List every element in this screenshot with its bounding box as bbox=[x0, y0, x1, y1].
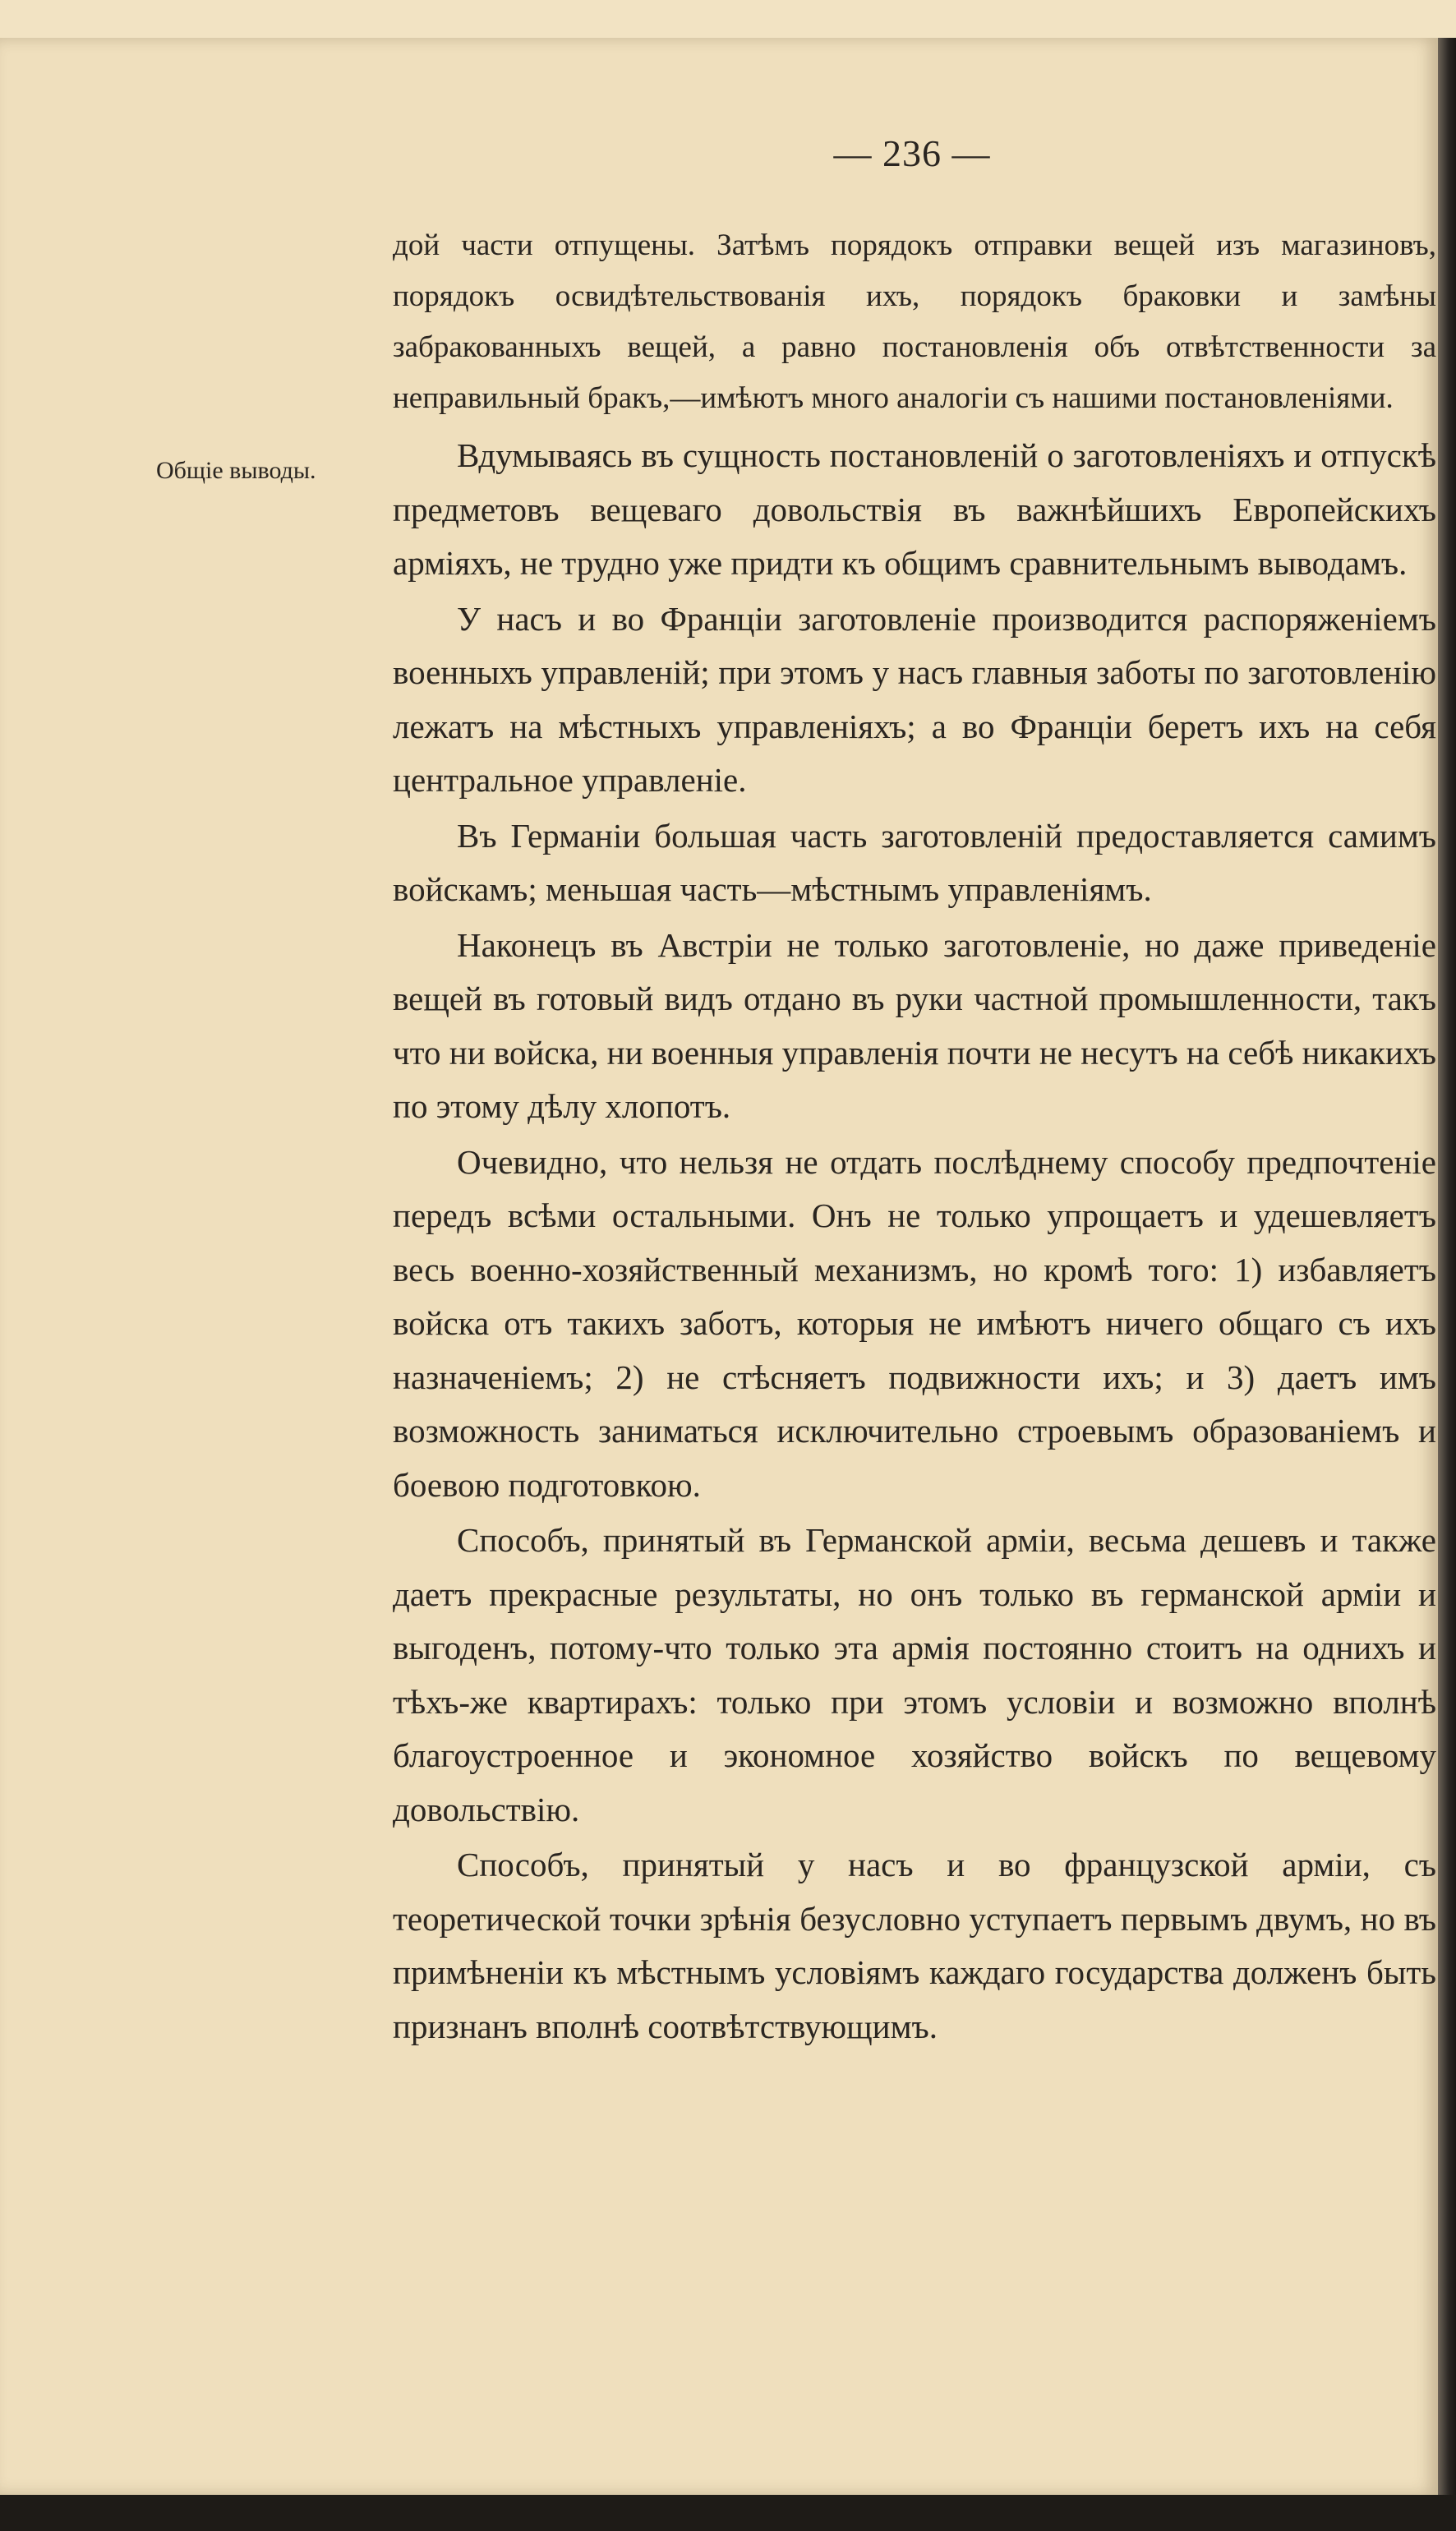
body-text bbox=[393, 220, 1436, 2055]
paragraph: дой части отпущены. Затѣмъ порядокъ отправки вещей изъ магазиновъ, порядокъ освидѣтельствованія ихъ, порядокъ браковки и замѣны забракованныхъ вещей, а равно постановленія объ отвѣтственности за неправильный бракъ,—имѣютъ много аналогіи съ нашими постановленіями. bbox=[393, 228, 1436, 415]
margin-note: Общіе выводы. bbox=[156, 457, 316, 484]
paragraph: Въ Германіи большая часть заготовленій предоставляется самимъ войскамъ; меньшая часть—мѣстнымъ управленіямъ. bbox=[393, 816, 1436, 908]
paragraph: Вдумываясь въ сущность постановленій о заготовленіяхъ и отпускѣ предметовъ вещеваго довольствія въ важнѣйшихъ Европейскихъ арміяхъ, не трудно уже придти къ общимъ сравнительнымъ выводамъ. bbox=[393, 436, 1436, 582]
scan-top-band bbox=[0, 0, 1456, 38]
paragraph: Способъ, принятый у насъ и во французской арміи, съ теоретической точки зрѣнія безусловно уступаетъ первымъ двумъ, но въ примѣненіи къ мѣстнымъ условіямъ каждаго государства долженъ быть признанъ вполнѣ соотвѣтствующимъ. bbox=[393, 1846, 1436, 2045]
paragraph: Очевидно, что нельзя не отдать послѣднему способу предпочтеніе передъ всѣми остальными. Онъ не только упрощаетъ и удешевляетъ весь военно-хозяйственный механизмъ, но кромѣ того: 1) избавляетъ войска отъ такихъ заботъ, которыя не имѣютъ ничего общаго съ ихъ назначеніемъ; 2) не стѣсняетъ подвижности ихъ; и 3) даетъ имъ возможность заниматься исключительно строевымъ образованіемъ и боевою подготовкою. bbox=[393, 1142, 1436, 1504]
paragraph: Наконецъ въ Австріи не только заготовленіе, но даже приведеніе вещей въ готовый видъ отдано въ руки частной промышленности, такъ что ни войска, ни военныя управленія почти не несутъ на себѣ никакихъ по этому дѣлу хлопотъ. bbox=[393, 925, 1436, 1125]
page-edge-shadow bbox=[1438, 38, 1456, 2495]
paragraph: Способъ, принятый въ Германской арміи, весьма дешевъ и также даетъ прекрасные результаты, но онъ только въ германской арміи и выгоденъ, потому-что только эта армія постоянно стоитъ на однихъ и тѣхъ-же квартирахъ: только при этомъ условіи и возможно вполнѣ благоустроенное и экономное хозяйство войскъ по вещевому довольствію. bbox=[393, 1521, 1436, 1828]
page-number: — 236 — bbox=[833, 132, 991, 174]
paragraph: У насъ и во Франціи заготовленіе производится распоряженіемъ военныхъ управленій; при этомъ у насъ главныя заботы по заготовленію лежатъ на мѣстныхъ управленіяхъ; а во Франціи беретъ ихъ на себя центральное управленіе. bbox=[393, 599, 1436, 799]
